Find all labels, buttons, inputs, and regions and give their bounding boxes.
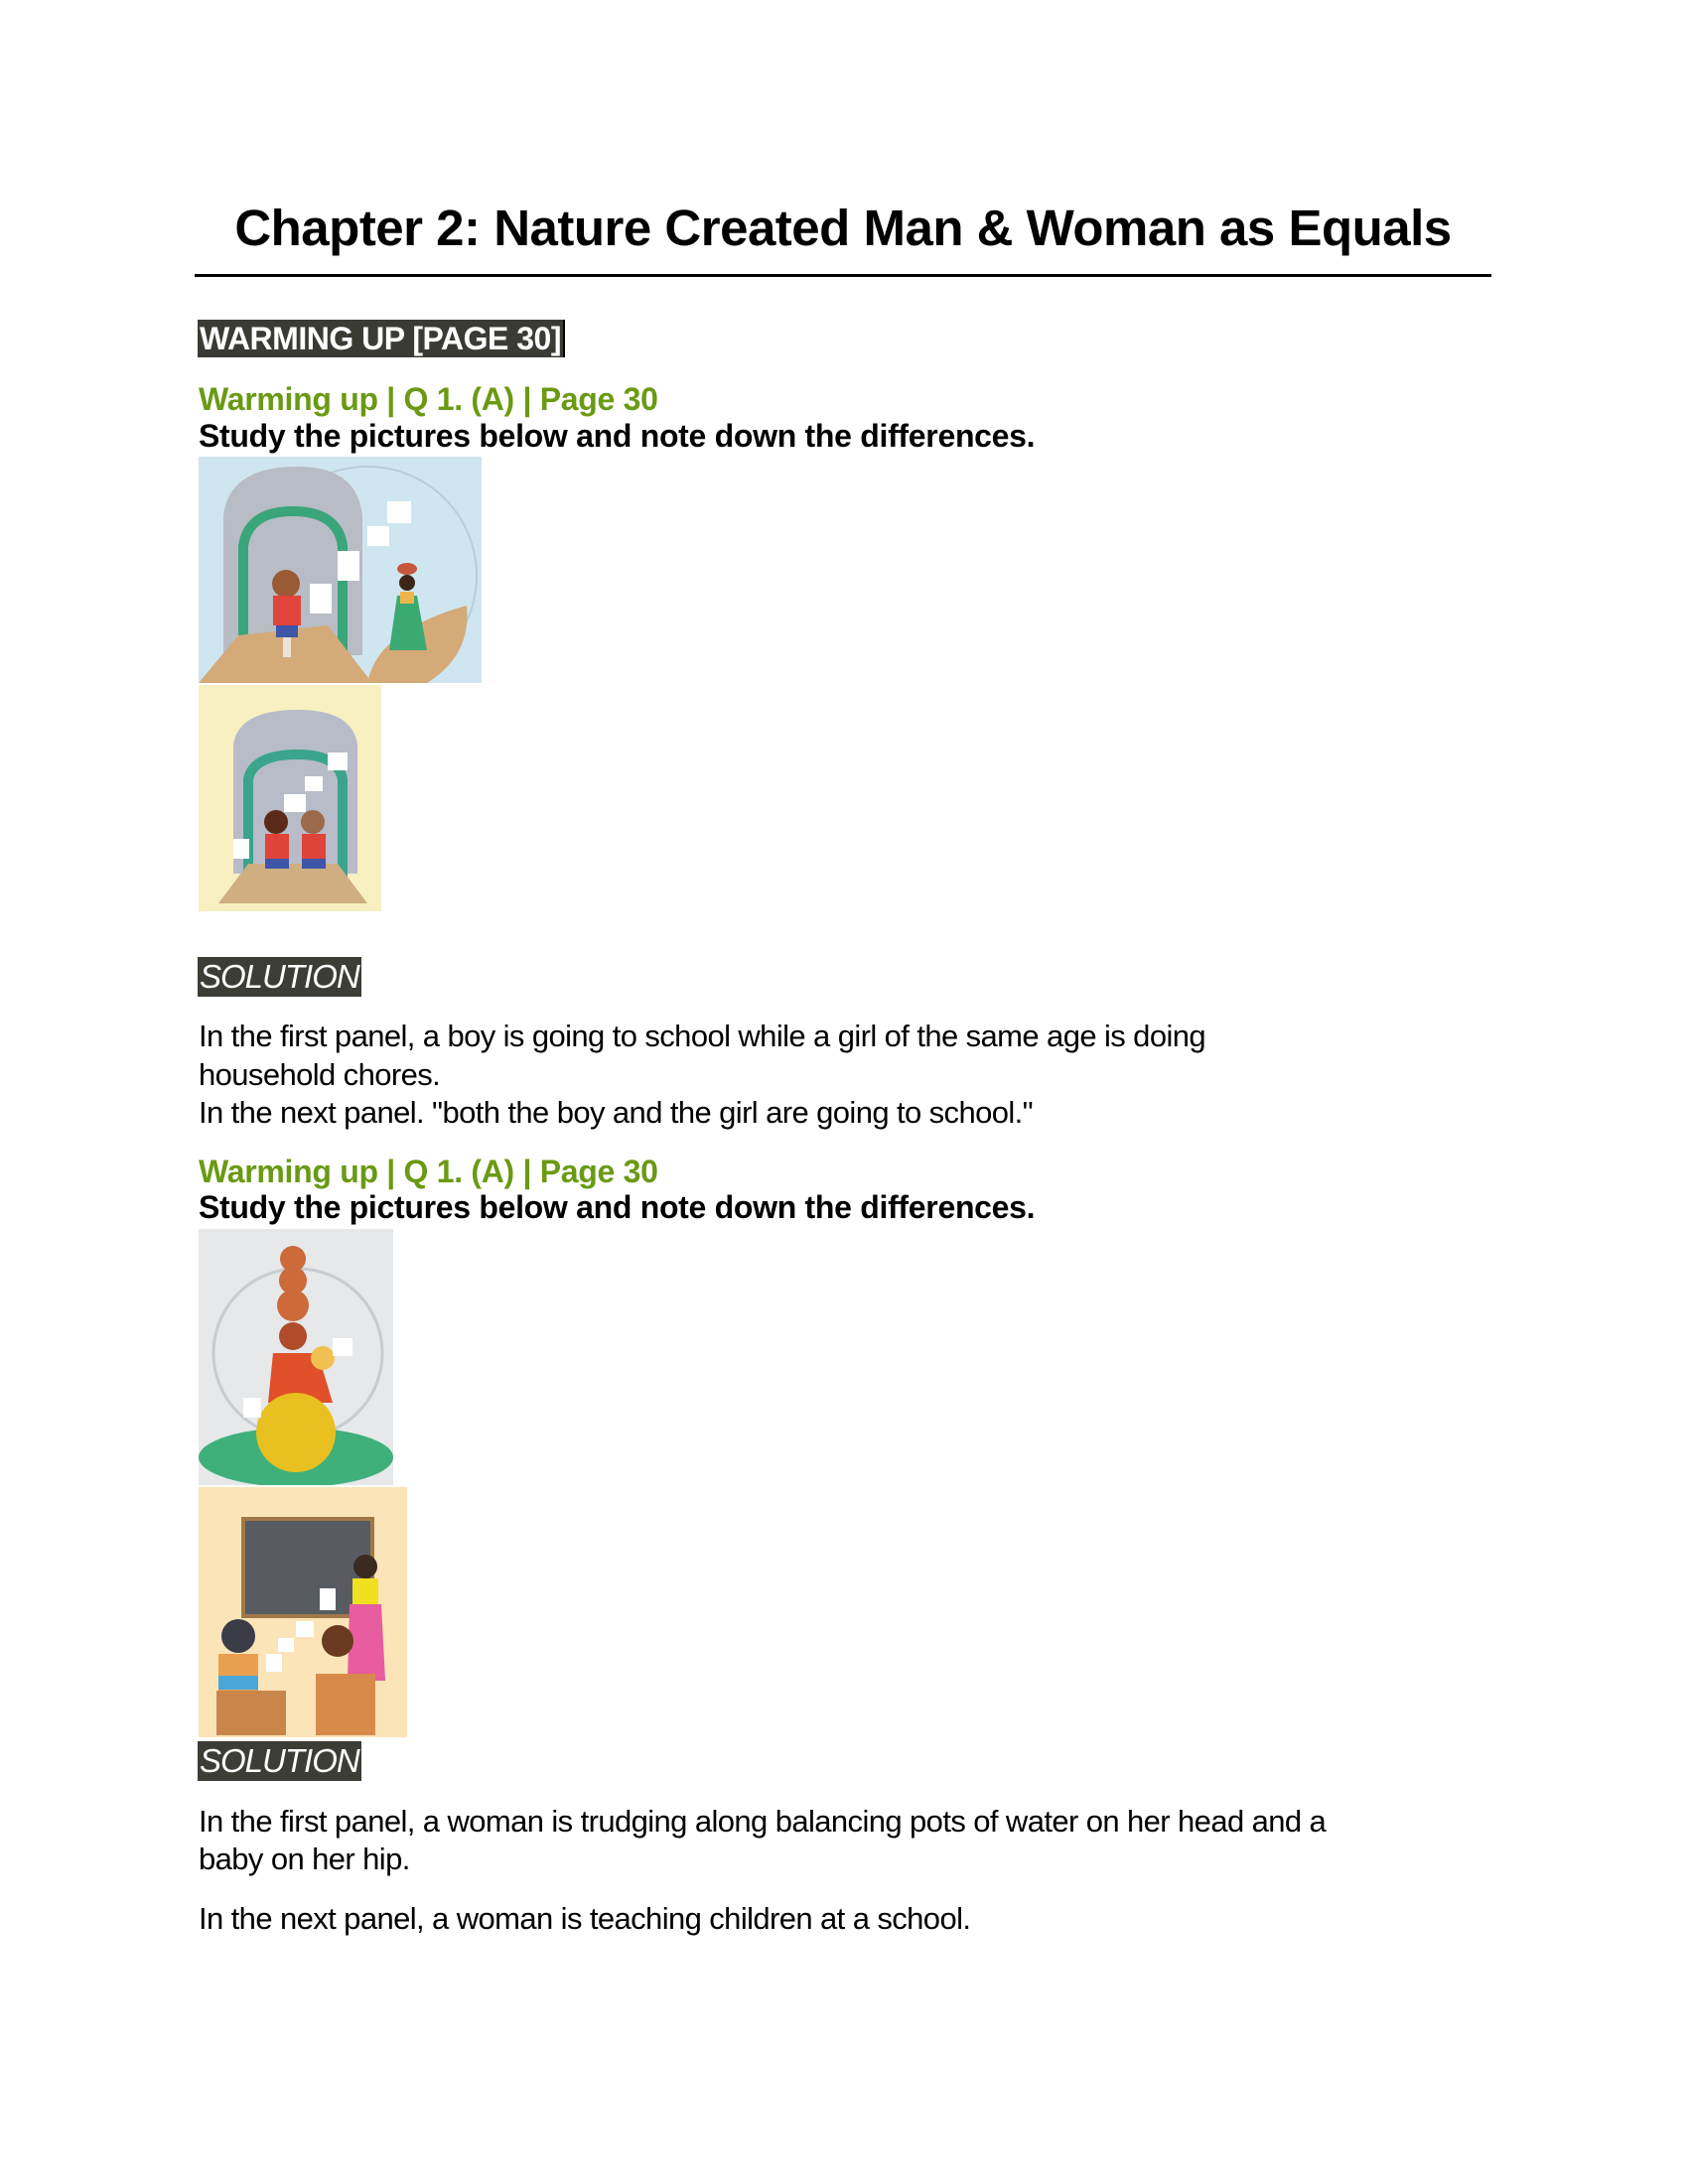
figure-woman-teaching [199, 1487, 407, 1737]
illustration-image [199, 1487, 407, 1737]
question-heading: Warming up | Q 1. (A) | Page 30 [199, 381, 658, 417]
solution-label: SOLUTION [200, 958, 359, 995]
solution-line: In the next panel, a woman is teaching children at a school. [199, 1901, 971, 1936]
illustration-image [199, 685, 381, 911]
figure-woman-carrying-pots [199, 1229, 393, 1485]
solution-line: In the first panel, a boy is going to school while a girl of the same age is doing [199, 1019, 1206, 1053]
question-prompt: Study the pictures below and note down the differences. [199, 1189, 1036, 1225]
title-divider [195, 274, 1491, 277]
solution-label: SOLUTION [200, 1742, 359, 1779]
solution-line: In the next panel. "both the boy and the girl are going to school." [199, 1095, 1034, 1130]
illustration-image [199, 457, 482, 683]
section-tag: WARMING UP [PAGE 30] [198, 320, 565, 357]
solution-line: household chores. [199, 1057, 441, 1092]
solution-line: In the first panel, a woman is trudging along balancing pots of water on her head and a [199, 1804, 1327, 1839]
solution-line: baby on her hip. [199, 1842, 410, 1876]
figure-boy-girl-school [199, 685, 381, 911]
illustration-image [199, 1229, 393, 1485]
question-heading: Warming up | Q 1. (A) | Page 30 [199, 1154, 658, 1189]
page-title: Chapter 2: Nature Created Man & Woman as Equals [234, 200, 1452, 256]
question-prompt: Study the pictures below and note down the differences. [199, 418, 1036, 454]
figure-boy-school-girl-chores [199, 457, 482, 683]
